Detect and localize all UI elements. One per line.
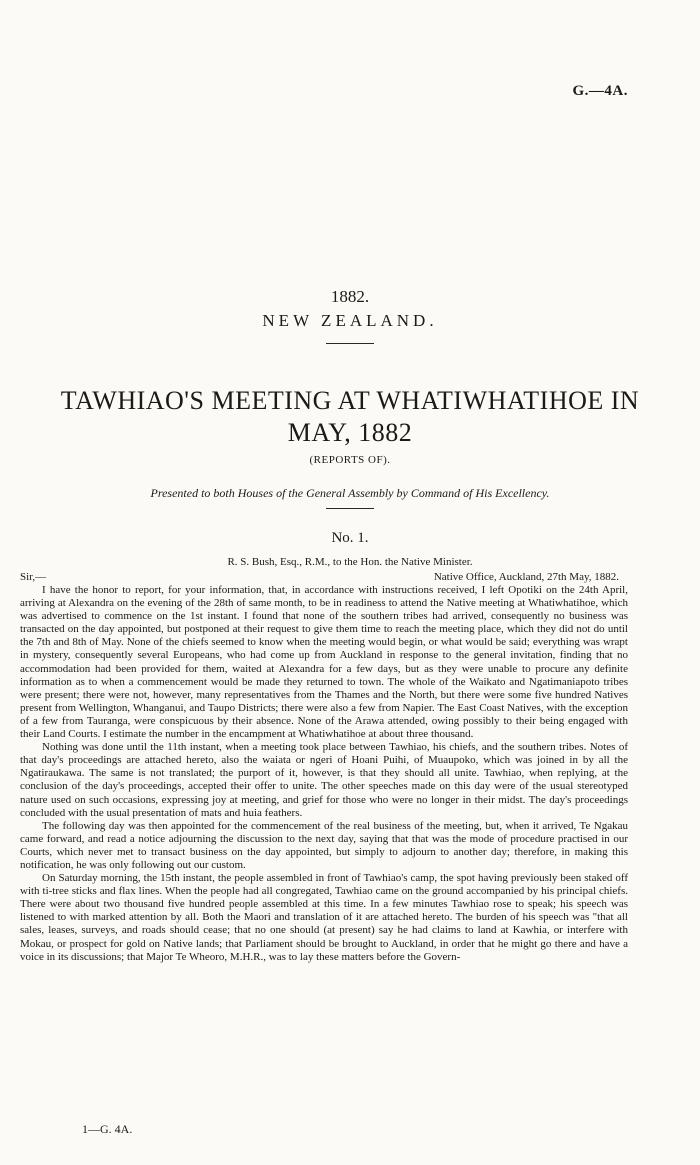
subtitle: (REPORTS OF).	[309, 454, 391, 466]
dateline: Native Office, Auckland, 27th May, 1882.	[433, 571, 619, 583]
addressee-line: R. S. Bush, Esq., R.M., to the Hon. the Native Minister.	[227, 556, 473, 568]
page-reference: G.—4A.	[572, 83, 628, 99]
country-heading: NEW ZEALAND.	[262, 311, 438, 330]
divider-rule	[326, 508, 374, 509]
paragraph: I have the honor to report, for your information, that, in accordance with instructions received, I left Opotiki on the 24th April, arriving at Alexandra on the evening of the 28th of same month, to be in readiness to attend the Native meeting at Whatiwhatihoe, which was advertised to commence on the 1st instant. I found that none of the southern tribes had arrived, consequently no business was transacted on the day appointed, but postponed at their request to give them time to reach the meeting place, which they did not do until the 7th and 8th of May. None of the chiefs seemed to know when the meeting would begin, or what would be said; everything was wrapt in mystery, consequently several Europeans, who had come up from Auckland in response to the general invitation, finding that no accommodation had been provided for them, waited at Alexandra for a few days, but as they were unable to procure any definite information as to when a commencement would be made they returned to town. The whole of the Waikato and Ngatimaniapoto tribes were present; there were not, however, many representatives from the Thames and the North, but there were some five hundred Natives present from Wellington, Whanganui, and Taupo Districts; there were also a few from Napier. The East Coast Natives, with the exception of a few from Tauranga, were conspicuous by their absence. None of the Arawa attended, owing possibly to their being engaged with their Land Courts. I estimate the number in the encampment at Whatiwhatihoe at about three thousand.	[20, 584, 628, 741]
page-footer: 1—G. 4A.	[82, 1122, 133, 1136]
year-heading: 1882.	[330, 287, 370, 306]
paragraph: On Saturday morning, the 15th instant, the people assembled in front of Tawhiao's camp, the spot having previously been staked off with ti-tree sticks and flax lines. When the people had all congregated, Tawhiao came on the ground accompanied by his principal chiefs. There were about two thousand five hundred people assembled at this time. In a few minutes Tawhiao rose to speak; his speech was listened to with marked attention by all. Both the Maori and translation of it are attached hereto. The burden of his speech was "that all sales, leases, surveys, and roads should cease; that no one should (at present) say he had claims to land at Kawhia, or interfere with Mokau, or prospect for gold on Native lands; that Parliament should be brought to Auckland, in order that he might go there and have a voice in its discussions; that Major Te Wheoro, M.H.R., was to lay these matters before the Govern-	[20, 872, 628, 963]
paragraph: The following day was then appointed for the commencement of the real business of the meeting, but, when it arrived, Te Ngakau came forward, and read a notice adjourning the discussion to the next day, saying that that was the mode of procedure practised in our Courts, which never met to transact business on the day appointed, but simply to adjourn to another day; therefore, in making this notification, he was only following out our custom.	[20, 819, 628, 871]
salutation: Sir,—	[20, 571, 47, 583]
document-number: No. 1.	[331, 530, 369, 546]
title-line-1: TAWHIAO'S MEETING AT WHATIWHATIHOE IN	[60, 386, 640, 415]
paragraph: Nothing was done until the 11th instant, when a meeting took place between Tawhiao, his chiefs, and the southern tribes. Notes of that day's proceedings are attached hereto, also the waiata or ngeri of Hoani Puihi, of Muaupoko, which was joined in by all the Ngatiraukawa. The same is not translated; the purport of it, however, is that they should all unite. Tawhiao, when replying, at the conclusion of the day's proceedings, accepted their offer to unite. The other speeches made on this day were of the usual stereotyped nature used on such occasions, expressing joy at meeting, and grief for those who were no longer in their midst. The day's proceedings concluded with the usual presentation of mats and huia feathers.	[20, 741, 628, 819]
divider-rule	[326, 343, 374, 344]
presented-line: Presented to both Houses of the General Assembly by Command of His Excellency.	[150, 486, 550, 500]
title-line-2: MAY, 1882	[287, 418, 413, 447]
letter-body	[20, 584, 628, 964]
